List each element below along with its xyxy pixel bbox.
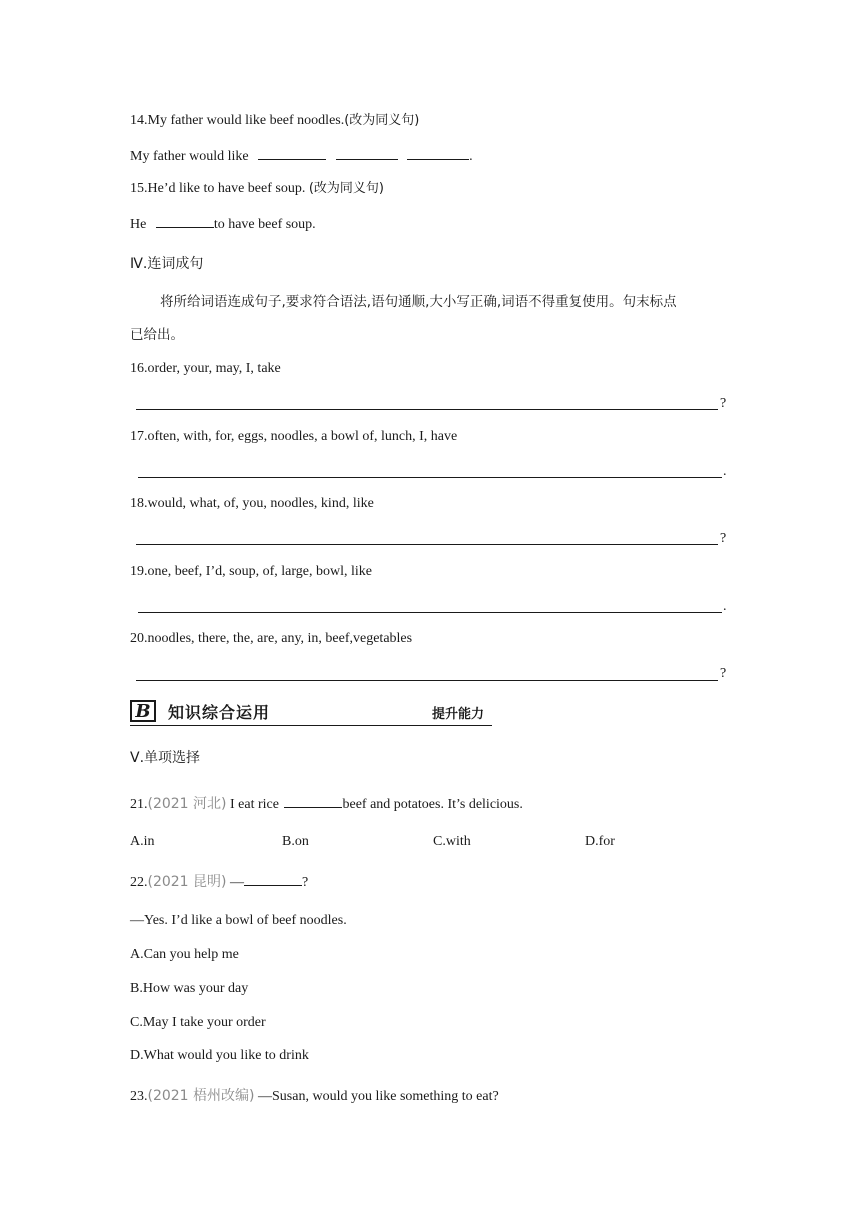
question-22-number: 22. [130, 875, 148, 890]
option-d[interactable]: D.for [585, 834, 615, 849]
question-14 [130, 111, 419, 131]
option-a[interactable]: A.Can you help me [130, 947, 239, 962]
question-15-answer-prefix: He [130, 217, 147, 232]
banner-subtitle: 提升能力 [432, 707, 485, 722]
sentence-item-19-prompt: 19.one, beef, I’d, soup, of, large, bowl, like [130, 564, 372, 579]
answer-line-18[interactable] [136, 544, 718, 545]
question-23-text: —Susan, would you like something to eat? [254, 1089, 499, 1104]
question-14-answer-prefix: My father would like [130, 149, 249, 164]
answer-line-16-punct: ? [720, 396, 727, 411]
answer-line-20[interactable] [136, 680, 718, 681]
question-15 [130, 179, 384, 199]
answer-line-17[interactable] [138, 477, 722, 478]
option-a[interactable]: A.in [130, 834, 155, 849]
banner-underline [130, 725, 492, 726]
banner-title: 知识综合运用 [168, 703, 271, 722]
question-14-note: (改为同义句) [344, 113, 420, 128]
question-21-number: 21. [130, 797, 148, 812]
option-c[interactable]: C.May I take your order [130, 1015, 266, 1030]
sentence-item-16-prompt: 16.order, your, may, I, take [130, 361, 281, 376]
answer-line-19-punct: . [723, 599, 727, 614]
answer-blank[interactable] [244, 871, 302, 886]
option-d[interactable]: D.What would you like to drink [130, 1048, 309, 1063]
section-banner [130, 698, 492, 728]
section-b-logo-icon: B [130, 700, 156, 722]
question-14-prompt: 14.My father would like beef noodles. [130, 113, 345, 128]
sentence-item-18-prompt: 18.would, what, of, you, noodles, kind, like [130, 496, 374, 511]
question-23-source: (2021 梧州改编) [147, 1088, 255, 1104]
answer-blank[interactable] [336, 145, 398, 160]
section-4-instruction-line1: 将所给词语连成句子,要求符合语法,语句通顺,大小写正确,词语不得重复使用。句末标点 [160, 294, 677, 310]
option-b[interactable]: B.How was your day [130, 981, 249, 996]
question-21-text-after: beef and potatoes. It’s delicious. [342, 797, 523, 812]
question-15-note: (改为同义句) [308, 181, 384, 196]
question-22-text-after: ? [302, 875, 309, 890]
sentence-item-20-prompt: 20.noodles, there, the, are, any, in, beef,vegetables [130, 631, 413, 646]
question-21 [130, 793, 523, 815]
question-14-answer-line [130, 145, 473, 167]
sentence-item-17-prompt: 17.often, with, for, eggs, noodles, a bowl of, lunch, I, have [130, 429, 458, 444]
question-22-text-before: — [226, 875, 245, 890]
answer-line-20-punct: ? [720, 666, 727, 681]
question-23 [130, 1086, 499, 1107]
question-15-answer-suffix: to have beef soup. [213, 217, 316, 232]
answer-line-19[interactable] [138, 612, 722, 613]
question-15-prompt: 15.He’d like to have beef soup. [130, 181, 309, 196]
question-21-text-before: I eat rice [226, 797, 283, 812]
answer-line-17-punct: . [723, 464, 727, 479]
option-c[interactable]: C.with [433, 834, 471, 849]
option-b[interactable]: B.on [282, 834, 309, 849]
answer-line-16[interactable] [136, 409, 718, 410]
question-14-end-punct: . [469, 149, 473, 164]
section-4-instruction-line2: 已给出。 [130, 327, 184, 343]
question-22-reply: —Yes. I’d like a bowl of beef noodles. [130, 913, 347, 928]
section-4-title: Ⅳ.连词成句 [130, 256, 204, 272]
answer-blank[interactable] [284, 793, 342, 808]
answer-blank[interactable] [156, 213, 214, 228]
question-22 [130, 871, 308, 893]
section-5-title: Ⅴ.单项选择 [130, 750, 201, 766]
question-23-number: 23. [130, 1089, 148, 1104]
answer-line-18-punct: ? [720, 531, 727, 546]
question-15-answer-line [130, 213, 316, 235]
answer-blank[interactable] [407, 145, 469, 160]
question-22-source: (2021 昆明) [147, 874, 227, 890]
answer-blank[interactable] [258, 145, 326, 160]
question-21-source: (2021 河北) [147, 796, 227, 812]
